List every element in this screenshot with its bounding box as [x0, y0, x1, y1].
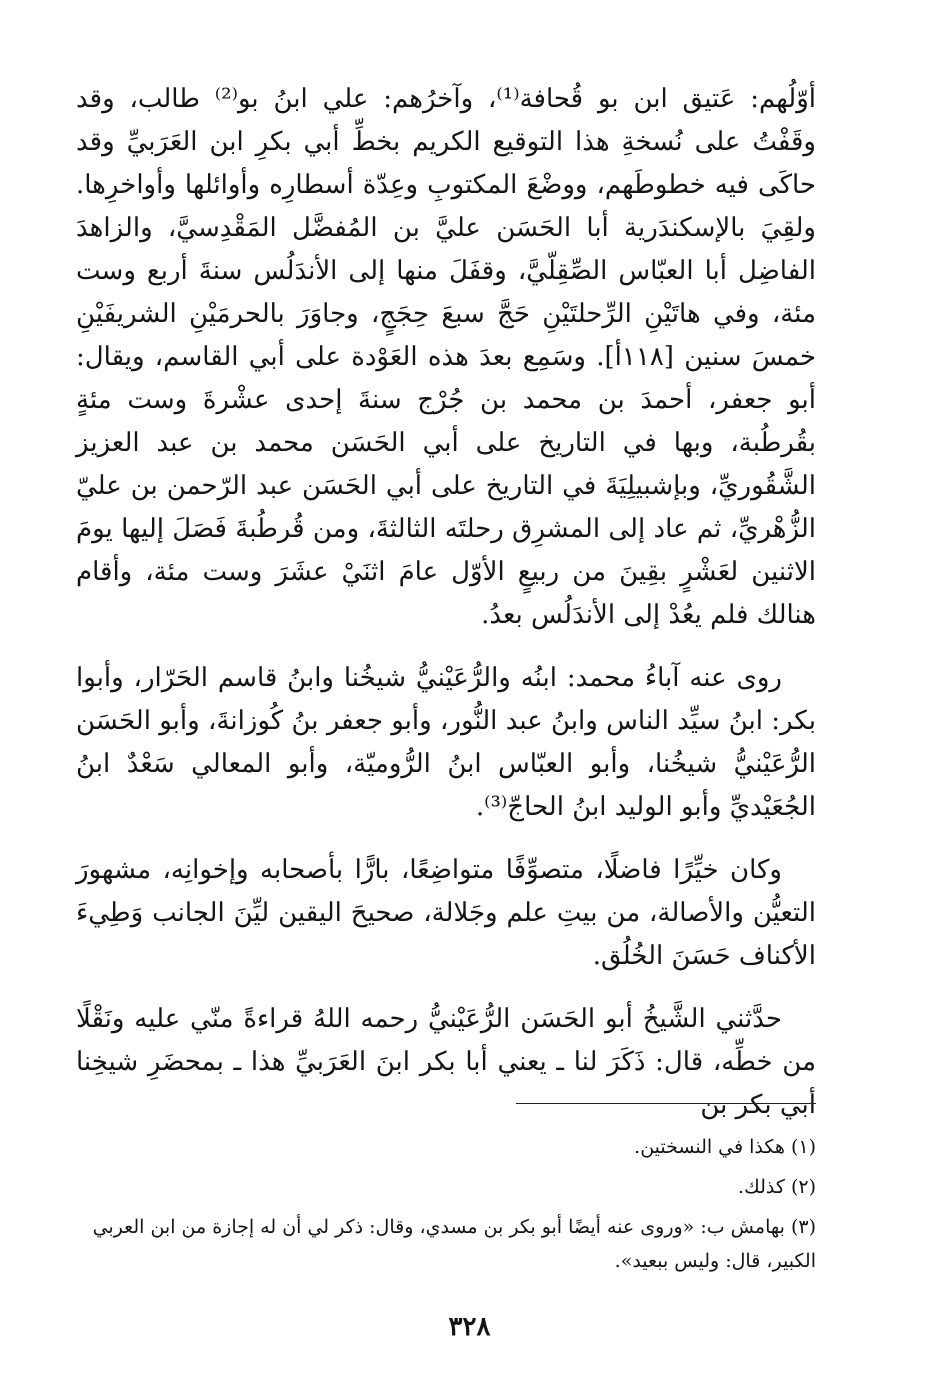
paragraph: أوّلُهم: عَتيق ابن بو قُحافة⁽¹⁾، وآخرُهم: علي ابنُ بو⁽²⁾ طالب، وقد وقَفْتُ على نُسخةِ هذا التوقيع الكريم بخطِّ أبي بكرِ ابن العَرَبيِّ وقد حاكَى فيه خطوطَهم، ووضْعَ المكتوبِ وعِدّة أسطارِه وأوائلها وأواخرِها. ولقِيَ بالإسكندَرية أبا الحَسَن عليَّ بن المُفضَّل المَقْدِسيَّ، والزاهدَ الفاضِل أبا العبّاس الصِّقِلّيَّ، وقفَلَ منها إلى الأندَلُس سنةَ أربع وست مئة، وفي هاتَيْنِ الرِّحلتَيْنِ حَجَّ سبعَ حِجَجٍ، وجاوَرَ بالحرمَيْنِ الشريفَيْنِ خمسَ سنين [١١٨أ]. وسَمِع بعدَ هذه العَوْدة على أبي القاسم، ويقال: أبو جعفر، أحمدَ بن محمد بن جُرْج سنةَ إحدى عشْرةَ وست مئةٍ بقُرطُبة، وبها في التاريخ على أبي الحَسَن محمد بن عبد العزيز الشَّقُوريِّ، وبإشبيلِيَةَ في التاريخ على أبي الحَسَن عبد الرّحمن بن عليّ الزُّهْريِّ، ثم عاد إلى المشرِق رحلتَه الثالثةَ، ومن قُرطُبةَ فَصَلَ إليها يومَ الاثنين لعَشْرٍ بقِينَ من ربيعٍ الأوّل عامَ اثنَيْ عشَرَ وست مئة، وأقام هنالك فلم يعُدْ إلى الأندَلُس بعدُ. — [76, 84, 817, 630]
footnote-divider — [516, 1103, 816, 1104]
page-number: ٣٢٨ — [448, 1312, 491, 1342]
footnote: (٢) كذلك. — [738, 1176, 816, 1198]
footnote: (١) هكذا في النسختين. — [634, 1136, 816, 1158]
paragraph: وكان خيِّرًا فاضلًا، متصوِّفًا متواضِعًا، بارًّا بأصحابه وإخوانِه، مشهورَ التعيُّن والأصالة، من بيتِ علم وجَلالة، صحيحَ اليقين ليِّنَ الجانب وَطِيءَ الأكناف حَسَنَ الخُلُق. — [76, 855, 816, 971]
paragraph: حدَّثني الشَّيخُ أبو الحَسَن الرُّعَيْنيُّ رحمه اللهُ قراءةً منّي عليه ونَقْلًا من خطِّه، قال: ذَكَرَ لنا ـ يعني أبا بكر ابنَ العَرَبيِّ هذا ـ بمحضَرِ شيخِنا أبي بكر بن — [76, 1004, 816, 1120]
footnote: (٣) بهامش ب: «وروى عنه أيضًا أبو بكر بن مسدي، وقال: ذكر لي أن له إجازة من ابن العربي الكبير، قال: وليس ببعيد». — [92, 1216, 816, 1272]
main-text — [76, 78, 816, 1127]
paragraph: روى عنه آباءُ محمد: ابنُه والرُّعَيْنيُّ شيخُنا وابنُ قاسم الحَرّار، وأبوا بكر: ابنُ سيِّد الناس وابنُ عبد النُّور، وأبو جعفر بنُ كُوزانةَ، وأبو الحَسَن الرُّعَيْنيُّ شيخُنا، وأبو العبّاس ابنُ الرُّوميّة، وأبو المعالي سَعْدٌ ابنُ الجُعَيْديِّ وأبو الوليد ابنُ الحاجّ⁽³⁾. — [76, 663, 816, 822]
footnotes — [76, 1130, 816, 1284]
